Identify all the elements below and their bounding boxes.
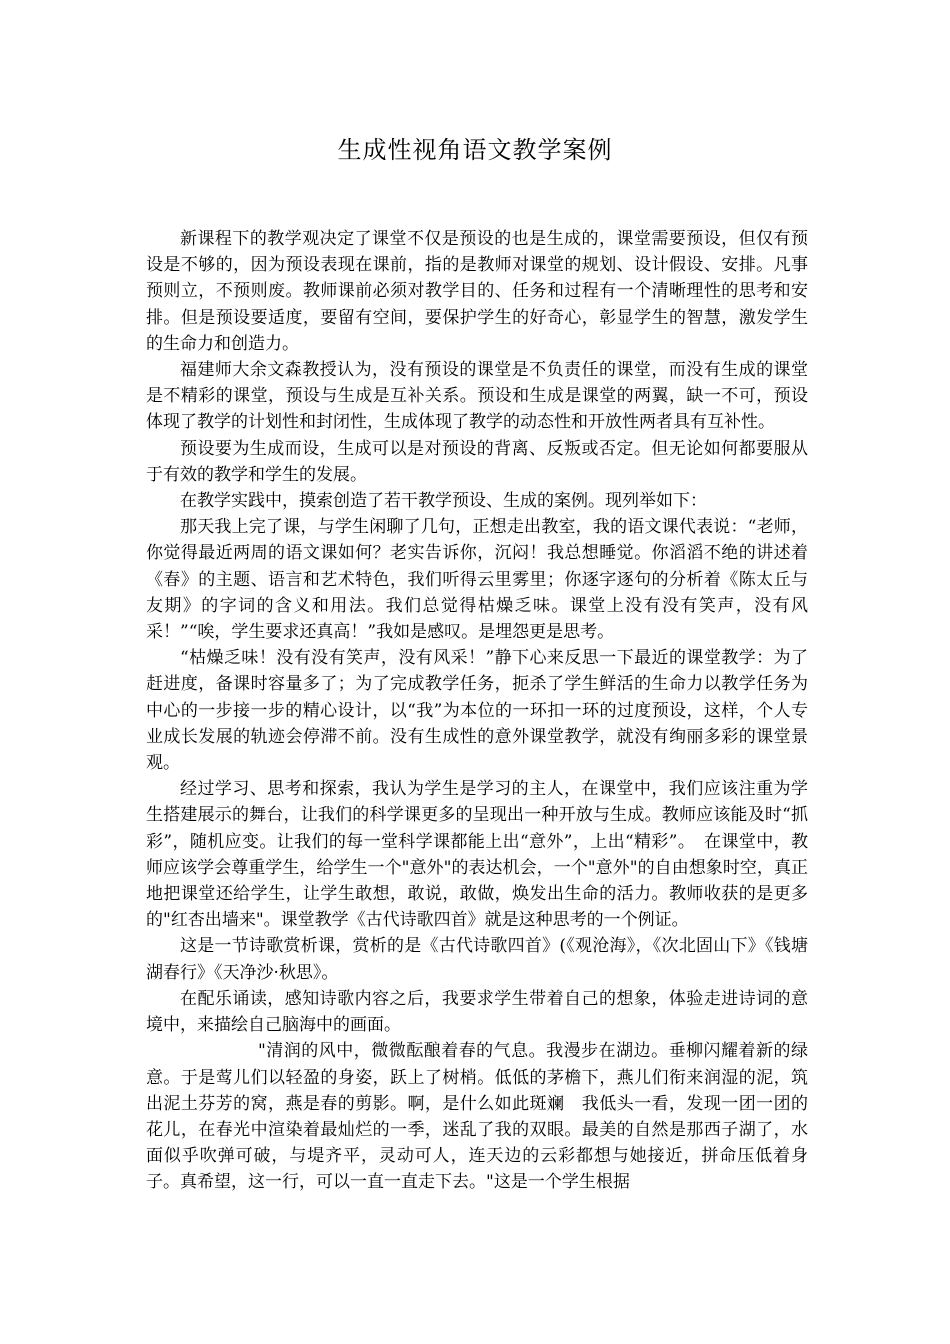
paragraph-practice: 在教学实践中，摸索创造了若干教学预设、生成的案例。现列举如下： xyxy=(180,491,707,512)
paragraph-poetry-lesson: 这是一节诗歌赏析课，赏析的是《古代诗歌四首》(《观沧海》，《次北固山下》《钱塘湖春行》《天净沙·秋思》。 xyxy=(146,936,808,983)
paragraph-story: 那天我上完了课，与学生闲聊了几句，正想走出教室，我的语文课代表说：“老师，你觉得最近两周的语文课如何？老实告诉你，沉闷！我总想睡觉。你滔滔不绝的讲述着《春》的主题、语言和艺术特色，我们听得云里雾里；你逐字逐句的分析着《陈太丘与友期》的字词的含义和用法。我们总觉得枯燥乏味。课堂上没有没有笑声，没有风采！”“唉，学生要求还真高！”我如是感叹。是埋怨更是思考。 xyxy=(146,517,808,643)
paragraph-exploration: 经过学习、思考和探索，我认为学生是学习的主人，在课堂中，我们应该注重为学生搭建展示的舞台，让我们的科学课更多的呈现出一种开放与生成。教师应该能及时“抓彩”，随机应变。让我们的每一堂科学课都能上出“意外”，上出“精彩”。 在课堂中，教师应该学会尊重学生，给学生一个"意外"的表达机会，一个"意外"的自由想象时空，真正地把课堂还给学生，让学生敢想，敢说，敢做，焕发出生命的活力。教师收获的是更多的"红杏出墙来"。课堂教学《古代诗歌四首》就是这种思考的一个例证。 xyxy=(146,779,808,931)
paragraph-reflection: “枯燥乏味！没有没有笑声，没有风采！”静下心来反思一下最近的课堂教学：为了赶进度，备课时容量多了；为了完成教学任务，扼杀了学生鲜活的生命力以教学任务为中心的一步接一步的精心设计，以“我”为本位的一环扣一环的过度预设，这样，个人专业成长发展的轨迹会停滞不前。没有生成性的意外课堂教学，就没有绚丽多彩的课堂景观。 xyxy=(146,648,808,774)
paragraph-preset-generation: 预设要为生成而设，生成可以是对预设的背离、反叛或否定。但无论如何都要服从于有效的教学和学生的发展。 xyxy=(146,438,808,485)
document-title: 生成性视角语文教学案例 xyxy=(337,136,613,164)
paragraph-yu-wensen: 福建师大余文森教授认为，没有预设的课堂是不负责任的课堂，而没有生成的课堂是不精彩的课堂，预设与生成是互补关系。预设和生成是课堂的两翼，缺一不可，预设体现了教学的计划性和封闭性，生成体现了教学的动态性和开放性两者具有互补性。 xyxy=(146,360,808,433)
paragraph-student-description: "清润的风中，微微酝酿着春的气息。我漫步在湖边。垂柳闪耀着新的绿意。于是莺儿们以轻盈的身姿，跃上了树梢。低低的茅檐下，燕儿们衔来润湿的泥，筑出泥土芬芳的窝，燕是春的剪影。啊，是什么如此斑斓 我低头一看，发现一团一团的花儿，在春光中渲染着最灿烂的一季，迷乱了我的双眼。最美的自然是那西子湖了，水面似乎吹弹可破，与堤齐平，灵动可人，连天边的云彩都想与她接近，拼命压低着身子。真希望，这一行，可以一直一直走下去。"这是一个学生根据 xyxy=(146,1041,808,1193)
document-body xyxy=(146,226,808,1196)
paragraph-recitation: 在配乐诵读，感知诗歌内容之后，我要求学生带着自己的想象，体验走进诗词的意境中，来描绘自己脑海中的画面。 xyxy=(146,988,808,1036)
paragraph-intro: 新课程下的教学观决定了课堂不仅是预设的也是生成的，课堂需要预设，但仅有预设是不够的，因为预设表现在课前，指的是教师对课堂的规划、设计假设、安排。凡事预则立，不预则废。教师课前必须对教学目的、任务和过程有一个清晰理性的思考和安排。但是预设要适度，要留有空间，要保护学生的好奇心，彰显学生的智慧，激发学生的生命力和创造力。 xyxy=(146,229,808,354)
